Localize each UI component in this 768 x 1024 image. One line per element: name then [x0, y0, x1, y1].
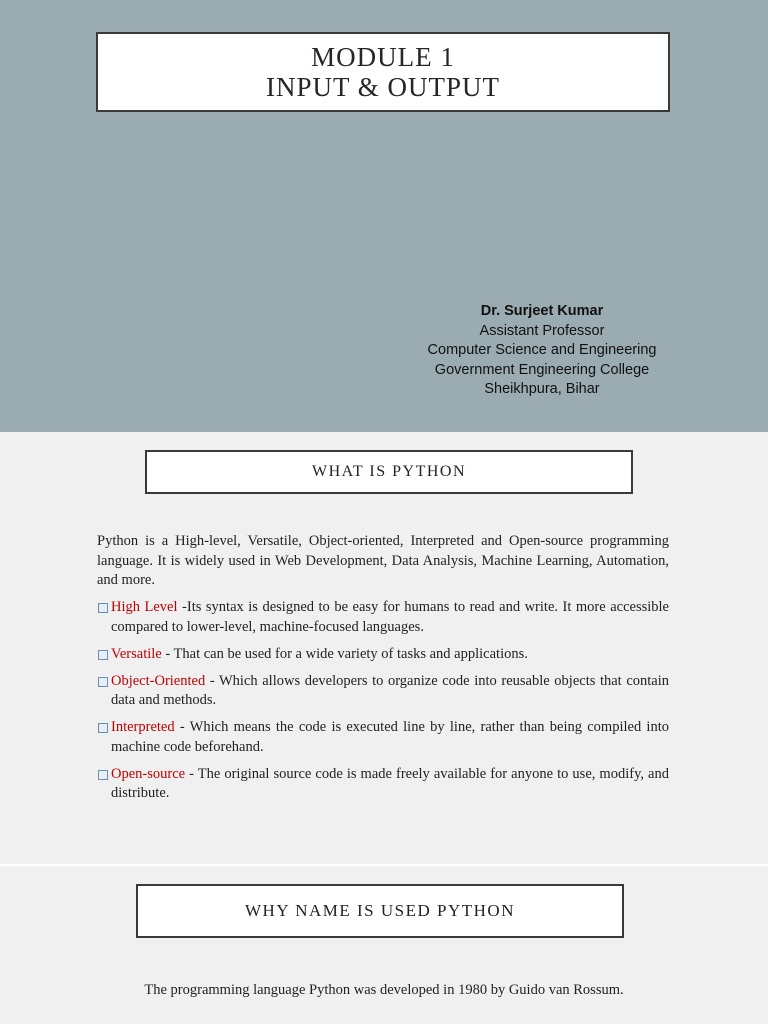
module-title: MODULE 1 — [311, 42, 455, 72]
author-department: Computer Science and Engineering — [427, 342, 657, 358]
section-heading-what-is-python: WHAT IS PYTHON — [145, 450, 633, 494]
checkbox-bullet-icon — [98, 723, 108, 733]
module-subtitle: INPUT & OUTPUT — [265, 72, 500, 102]
title-box — [96, 32, 670, 112]
list-item — [97, 645, 669, 665]
author-role: Assistant Professor — [479, 322, 605, 339]
author-college: Government Engineering College — [434, 361, 650, 378]
checkbox-bullet-icon — [98, 603, 108, 613]
checkbox-bullet-icon — [98, 650, 108, 660]
author-name: Dr. Surjeet Kumar — [480, 303, 604, 319]
list-item-text: - Which means the code is executed line by line, rather than being compiled into machine code beforehand. — [111, 719, 669, 755]
list-item-term: High Level — [111, 599, 178, 615]
list-item — [97, 765, 669, 804]
checkbox-bullet-icon — [98, 677, 108, 687]
section-heading-why-name: WHY NAME IS USED PYTHON — [136, 884, 624, 938]
list-item-text: - The original source code is made freely available for anyone to use, modify, and distribute. — [111, 765, 669, 801]
list-item-text: -Its syntax is designed to be easy for humans to read and write. It more accessible compared to lower-level, machine-focused languages. — [111, 599, 669, 635]
what-is-python-slide — [0, 432, 768, 864]
list-item — [97, 672, 669, 711]
history-text: The programming language Python was developed in 1980 by Guido van Rossum. — [144, 982, 624, 998]
list-item-text: - That can be used for a wide variety of tasks and applications. — [161, 645, 528, 662]
list-item-term: Interpreted — [111, 719, 175, 735]
list-item-term: Object-Oriented — [111, 672, 206, 689]
list-item-term: Open-source — [111, 765, 186, 782]
list-item — [97, 718, 669, 757]
title-slide — [0, 0, 768, 432]
intro-paragraph: Python is a High-level, Versatile, Object-oriented, Interpreted and Open-source programming language. It is widely used in Web Development, Data Analysis, Machine Learning, Automation, and more. — [97, 533, 669, 588]
author-block — [386, 302, 698, 400]
feature-list — [97, 598, 669, 811]
checkbox-bullet-icon — [98, 770, 108, 780]
list-item — [97, 598, 669, 637]
why-name-python-slide — [0, 866, 768, 1024]
list-item-text: - Which allows developers to organize code into reusable objects that contain data and methods. — [111, 672, 669, 708]
list-item-term: Versatile — [111, 645, 162, 662]
author-location: Sheikhpura, Bihar — [484, 381, 600, 397]
